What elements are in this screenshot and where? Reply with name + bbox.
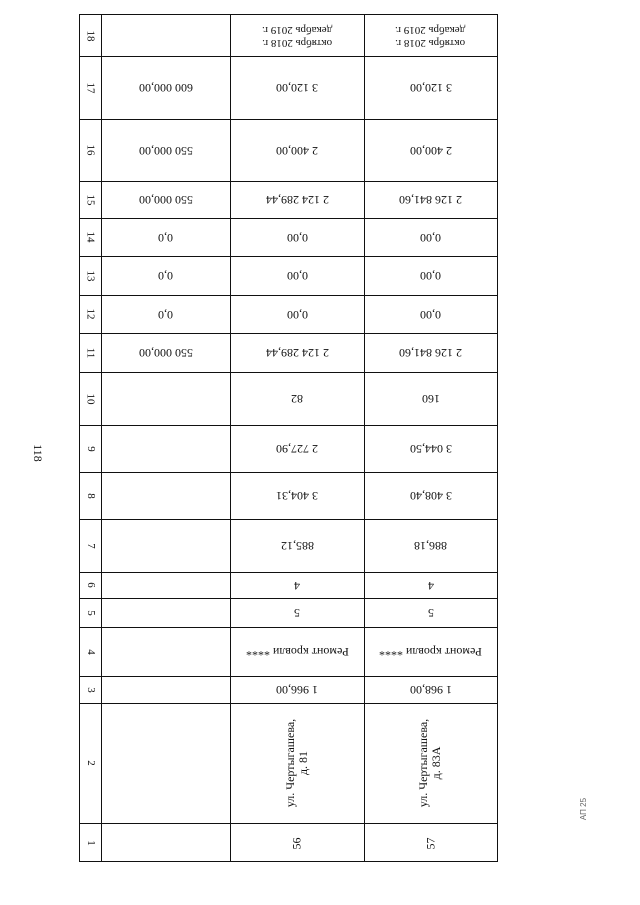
row-56-area-b: 2 727,90: [276, 442, 318, 456]
row-57-c14: 0,00: [420, 230, 441, 245]
row-57-entrances: 4: [427, 578, 434, 593]
row-57-work: Ремонт кровли ****: [379, 645, 482, 659]
row-56-c14: 0,00: [286, 230, 308, 245]
total-cell: 0,0: [158, 307, 173, 322]
column-number: 4: [84, 648, 97, 655]
column-number: 1: [84, 840, 97, 846]
row-56-number: 56: [289, 837, 304, 849]
total-cell: 550 000,00: [138, 193, 193, 207]
total-cell: 600 000,00: [138, 81, 193, 95]
column-number: 3: [84, 686, 97, 693]
row-56-area-total: 885,12: [280, 539, 314, 553]
column-number: 14: [84, 231, 97, 243]
row-56-c17: 3 120,00: [276, 81, 318, 95]
total-cell: 550 000,00: [138, 143, 193, 158]
row-56-c12: 0,00: [286, 307, 308, 322]
row-57-c17: 3 120,00: [409, 81, 452, 95]
row-56-address: ул. Чертыгашева, д. 81: [282, 718, 310, 808]
row-57-area-b: 3 044,50: [409, 442, 452, 456]
row-57-floors: 5: [427, 606, 434, 620]
row-57-area-total: 886,18: [414, 539, 447, 553]
total-cell: 0,0: [158, 269, 173, 283]
row-57-c12: 0,00: [420, 307, 441, 322]
column-number: 11: [84, 347, 97, 358]
column-number: 7: [84, 542, 97, 549]
total-cell: 550 000,00: [138, 346, 193, 360]
row-56-work: Ремонт кровли ****: [245, 645, 349, 659]
row-57-period: октябрь 2018 г. декабрь 2019 г.: [395, 23, 466, 49]
column-number: 9: [84, 445, 97, 452]
column-number: 6: [84, 582, 97, 588]
row-56-c11: 2 124 289,44: [265, 346, 329, 360]
row-56-c13: 0,00: [286, 269, 308, 283]
row-56-c16: 2 400,00: [276, 143, 318, 158]
row-56-year: 1 966,00: [276, 683, 318, 697]
column-number: 8: [84, 492, 97, 499]
column-number: 10: [84, 393, 97, 404]
column-number: 5: [84, 609, 97, 616]
column-number: 17: [84, 82, 97, 93]
column-number: 16: [84, 144, 97, 156]
page-number: 118: [31, 444, 45, 462]
row-57-address: ул. Чертыгашева, д. 83А: [416, 718, 444, 808]
row-56-entrances: 4: [294, 578, 300, 593]
column-number: 13: [84, 270, 97, 281]
row-57-residents: 160: [421, 392, 440, 406]
total-cell: 0,0: [158, 230, 173, 245]
row-57-number: 57: [423, 837, 437, 849]
column-number: 15: [84, 194, 97, 205]
row-57-area-a: 3 408,40: [409, 489, 452, 503]
row-57-c15: 2 126 841,60: [399, 193, 462, 207]
data-table: [79, 14, 498, 862]
row-56-residents: 82: [291, 392, 303, 406]
side-mark: АП 25: [579, 797, 588, 821]
row-57-c11: 2 126 841,60: [399, 346, 462, 360]
column-number: 2: [84, 760, 97, 766]
row-56-c15: 2 124 289,44: [265, 193, 329, 207]
row-56-area-a: 3 404,31: [276, 489, 318, 503]
row-57-c16: 2 400,00: [409, 143, 452, 158]
column-number: 12: [84, 308, 97, 320]
row-56-period: октябрь 2018 г. декабрь 2019 г.: [261, 23, 333, 49]
row-56-floors: 5: [294, 606, 300, 620]
column-number: 18: [84, 30, 97, 41]
row-57-c13: 0,00: [420, 269, 441, 283]
row-57-year: 1 968,00: [409, 683, 452, 697]
